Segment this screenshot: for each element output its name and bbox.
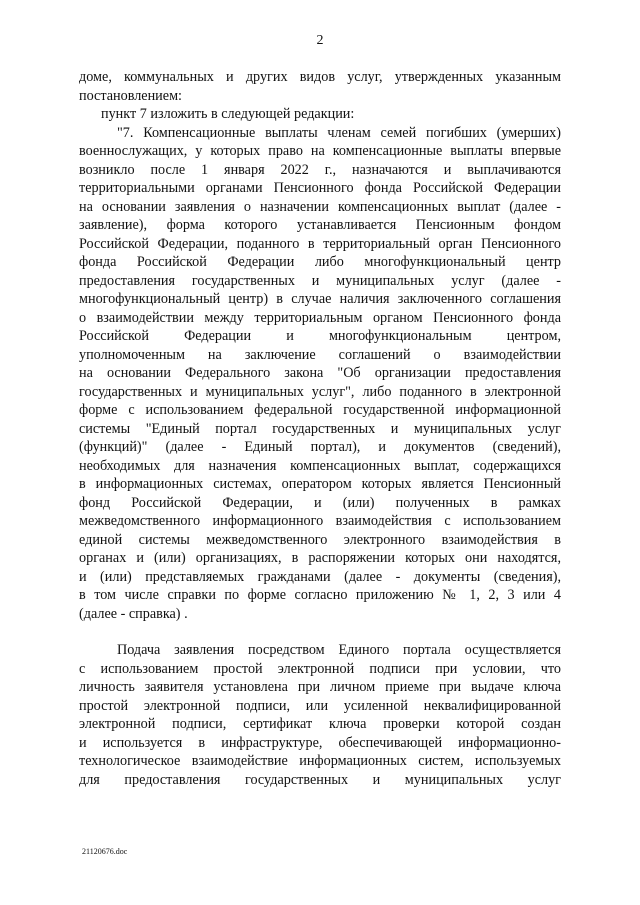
text-line: предоставления государственных и муниципальных услуг (далее - xyxy=(79,272,561,289)
text-line: "7. Компенсационные выплаты членам семей погибших (умерших) xyxy=(117,124,561,141)
text-line: и используется в инфраструктуре, обеспечивающей информационно- xyxy=(79,734,561,751)
page-number: 2 xyxy=(316,33,324,48)
text-line: личность заявителя установлена при личном приеме при выдаче ключа xyxy=(79,679,561,695)
footer-filename: 21120676.doc xyxy=(82,847,128,856)
text-line: военнослужащих, у которых право на компенсационные выплаты впервые xyxy=(79,143,561,159)
text-line: в том числе справки по форме согласно приложению № 1, 2, 3 или 4 xyxy=(79,587,561,603)
text-line: межведомственного информационного взаимодействия с использованием xyxy=(79,513,561,529)
text-line: Подача заявления посредством Единого портала осуществляется xyxy=(117,642,561,658)
text-line: на основании Федерального закона "Об организации предоставления xyxy=(79,365,561,381)
text-line: и (или) представляемых гражданами (далее - документы (сведения), xyxy=(79,568,561,585)
text-line: доме, коммунальных и других видов услуг, утвержденных указанным xyxy=(79,69,561,85)
text-line: форме с использованием федеральной государственной информационной xyxy=(79,402,561,418)
text-line: единой системы межведомственного электронного взаимодействия в xyxy=(79,531,561,548)
text-line: системы "Единый портал государственных и муниципальных услуг xyxy=(79,420,561,437)
text-line: территориальными органами Пенсионного фонда Российской Федерации xyxy=(79,180,561,196)
text-line: о взаимодействии между территориальным органом Пенсионного фонда xyxy=(79,309,561,326)
text-line: простой электронной подписи, или усиленной неквалифицированной xyxy=(79,697,561,714)
text-line: (далее - справка) . xyxy=(79,605,188,622)
text-line: необходимых для назначения компенсационных выплат, содержащихся xyxy=(79,457,561,474)
text-line: Российской Федерации и многофункциональным центром, xyxy=(79,328,561,344)
text-line: фонд Российской Федерации, и (или) полученных в рамках xyxy=(79,494,561,511)
text-line: заявление), форма которого устанавливается Пенсионным фондом xyxy=(79,217,561,233)
text-line: постановлением: xyxy=(79,87,182,104)
text-line: электронной подписи, сертификат ключа проверки которой создан xyxy=(79,716,561,732)
text-line: уполномоченным на заключение соглашений о взаимодействии xyxy=(79,346,561,363)
text-line: органах и (или) организациях, в распоряжении которых они находятся, xyxy=(79,550,561,566)
text-line: (функций)" (далее - Единый портал), и документов (сведений), xyxy=(79,439,561,455)
text-line: Российской Федерации, поданного в территориальный орган Пенсионного xyxy=(79,235,561,252)
text-line: пункт 7 изложить в следующей редакции: xyxy=(101,106,355,122)
text-line: государственных и муниципальных услуг", либо поданного в электронной xyxy=(79,383,561,400)
text-line: многофункциональный центр) в случае наличия заключенного соглашения xyxy=(79,291,561,307)
text-line: на основании заявления о назначении компенсационных выплат (далее - xyxy=(79,198,561,215)
document-body xyxy=(79,68,561,789)
text-line: для предоставления государственных и муниципальных услуг xyxy=(79,771,561,788)
text-line: возникло после 1 января 2022 г., назначаются и выплачиваются xyxy=(79,161,561,178)
text-line: в информационных системах, оператором которых является Пенсионный xyxy=(79,476,561,492)
paragraph-gap xyxy=(79,623,561,641)
text-line: технологическое взаимодействие информационных систем, используемых xyxy=(79,753,561,769)
text-line: с использованием простой электронной подписи при условии, что xyxy=(79,660,561,677)
text-line: фонда Российской Федерации либо многофункциональный центр xyxy=(79,254,561,270)
